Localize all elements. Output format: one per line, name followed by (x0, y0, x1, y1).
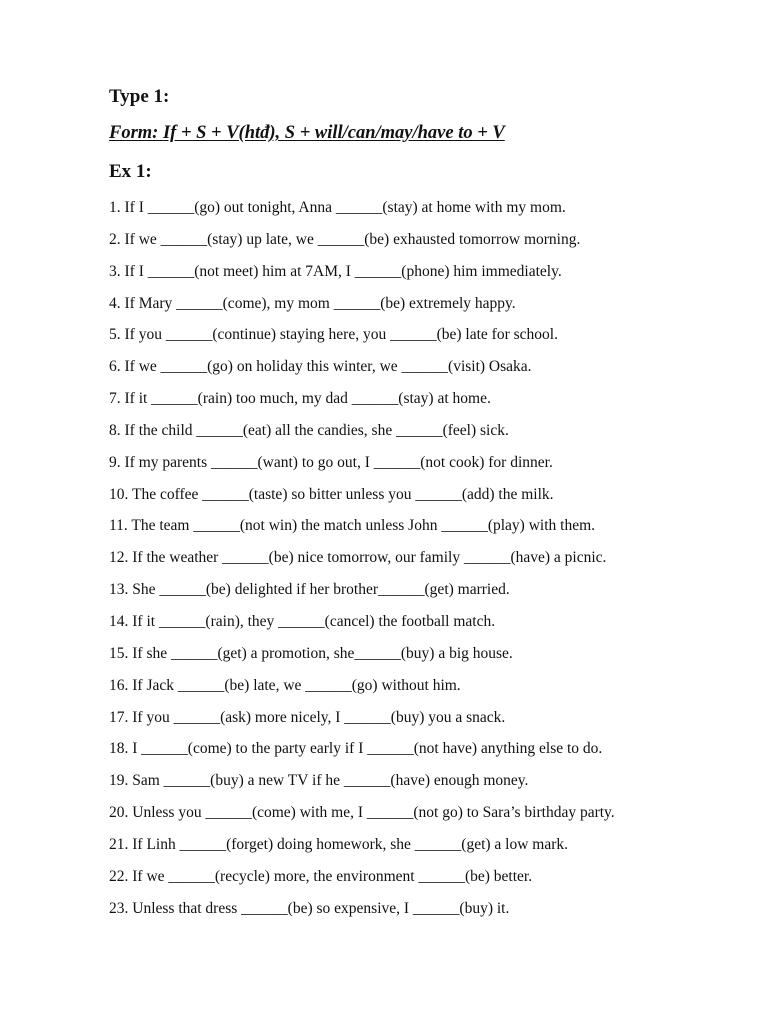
exercise-item: 16. If Jack ______(be) late, we ______(go) without him. (109, 676, 461, 694)
exercise-list (109, 198, 615, 930)
exercise-item: 8. If the child ______(eat) all the candies, she ______(feel) sick. (109, 421, 509, 439)
exercise-item: 5. If you ______(continue) staying here, you ______(be) late for school. (109, 326, 558, 344)
exercise-item: 3. If I ______(not meet) him at 7AM, I ______(phone) him immediately. (109, 262, 562, 280)
exercise-heading: Ex 1: (109, 161, 152, 182)
exercise-item: 12. If the weather ______(be) nice tomorrow, our family ______(have) a picnic. (109, 549, 607, 567)
exercise-item: 4. If Mary ______(come), my mom ______(be) extremely happy. (109, 294, 516, 312)
exercise-item: 20. Unless you ______(come) with me, I ______(not go) to Sara’s birthday party. (109, 804, 615, 822)
exercise-item: 18. I ______(come) to the party early if I ______(not have) anything else to do. (109, 740, 603, 758)
exercise-item: 7. If it ______(rain) too much, my dad ______(stay) at home. (109, 390, 491, 408)
exercise-item: 19. Sam ______(buy) a new TV if he ______(have) enough money. (109, 772, 529, 790)
exercise-item: 6. If we ______(go) on holiday this winter, we ______(visit) Osaka. (109, 358, 532, 376)
exercise-item: 13. She ______(be) delighted if her brother______(get) married. (109, 581, 510, 599)
exercise-item: 10. The coffee ______(taste) so bitter unless you ______(add) the milk. (109, 485, 554, 503)
exercise-item: 11. The team ______(not win) the match unless John ______(play) with them. (109, 517, 596, 535)
exercise-item: 23. Unless that dress ______(be) so expensive, I ______(buy) it. (109, 899, 510, 917)
exercise-item: 14. If it ______(rain), they ______(cancel) the football match. (109, 612, 496, 630)
type-heading: Type 1: (109, 86, 170, 107)
exercise-item: 9. If my parents ______(want) to go out, I ______(not cook) for dinner. (109, 453, 553, 471)
exercise-item: 1. If I ______(go) out tonight, Anna ______(stay) at home with my mom. (109, 199, 566, 216)
exercise-item: 21. If Linh ______(forget) doing homework, she ______(get) a low mark. (109, 835, 569, 853)
exercise-item: 2. If we ______(stay) up late, we ______(be) exhausted tomorrow morning. (109, 230, 581, 248)
form-formula: Form: If + S + V(htđ), S + will/can/may/have to + V (109, 123, 505, 143)
exercise-item: 15. If she ______(get) a promotion, she______(buy) a big house. (109, 644, 513, 662)
exercise-item: 17. If you ______(ask) more nicely, I ______(buy) you a snack. (109, 708, 506, 726)
exercise-item: 22. If we ______(recycle) more, the environment ______(be) better. (109, 867, 533, 885)
